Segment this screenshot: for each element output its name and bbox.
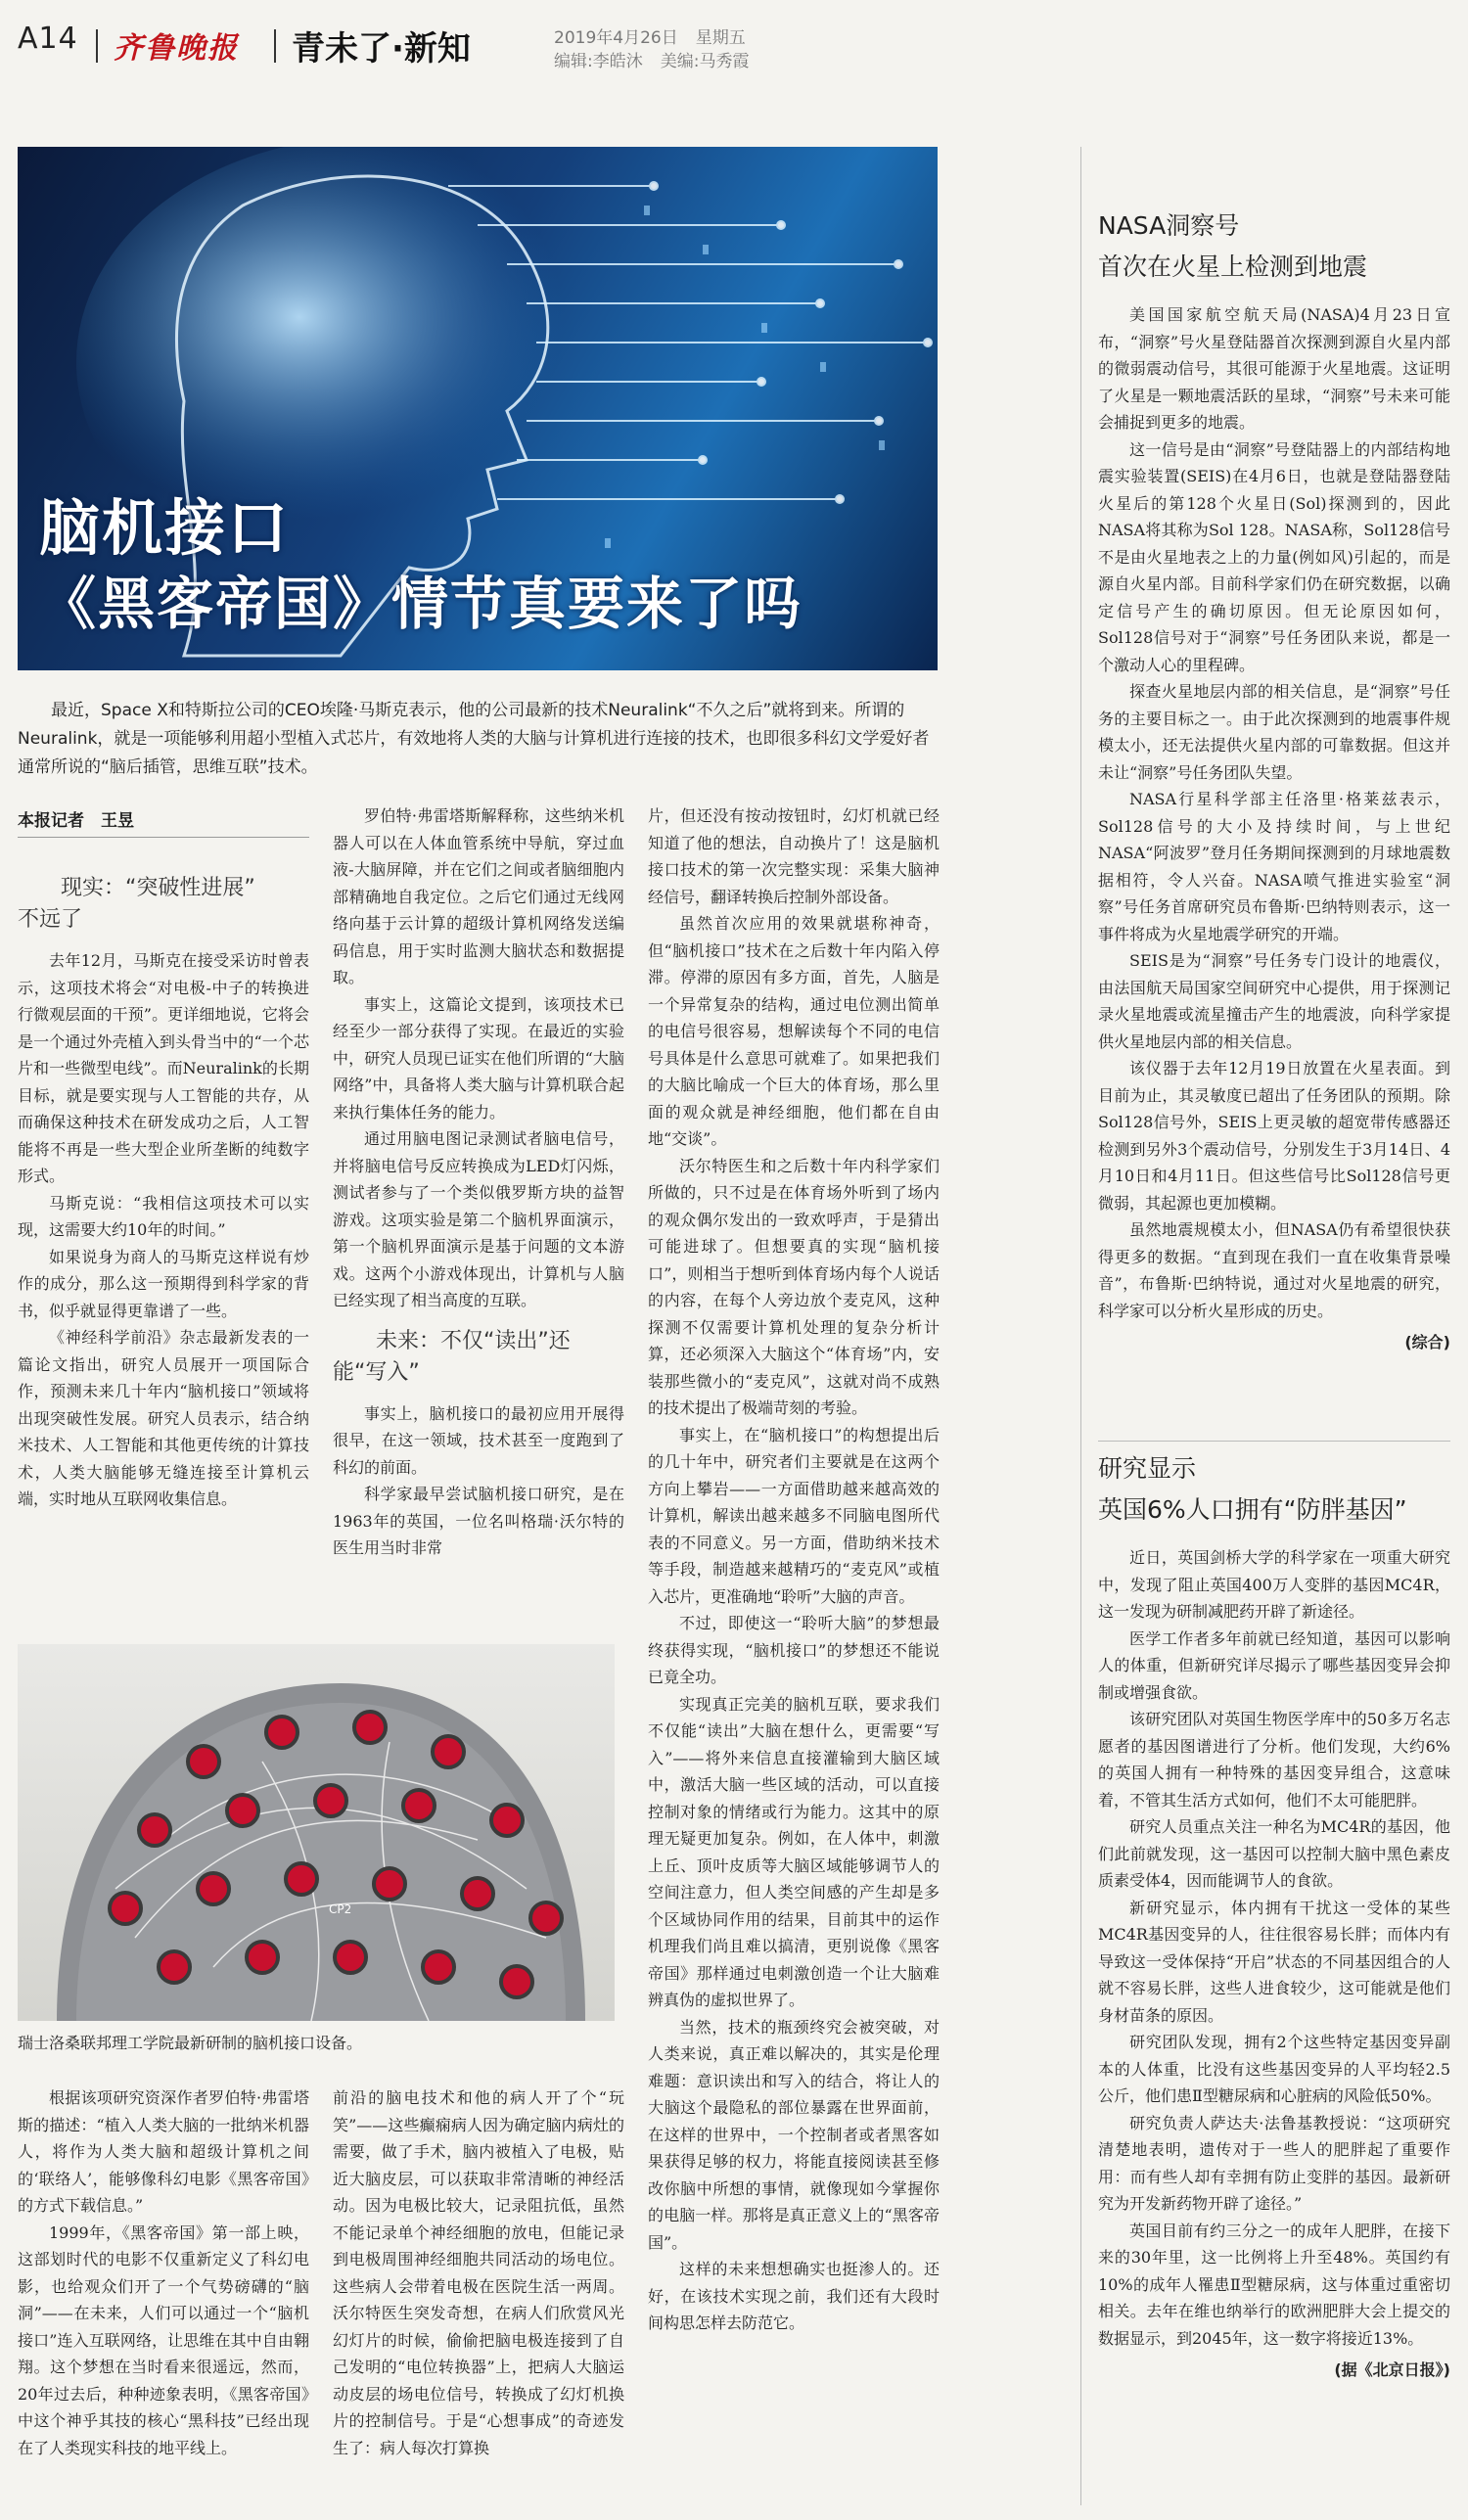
paragraph: SEIS是为“洞察”号任务专门设计的地震仪，由法国航天局国家空间研究中心提供，用于探测记录火星地震或流星撞击产生的地震波，向科学家提供火星地层内部的相关信息。: [1098, 951, 1450, 1051]
editors: [554, 47, 766, 71]
subheading-line: 不远了: [18, 907, 83, 932]
photo-caption: 瑞士洛桑联邦理工学院最新研制的脑机接口设备。: [18, 2034, 363, 2052]
paragraph: 科学家最早尝试脑机接口研究，是在1963年的英国，一位名叫格瑞·沃尔特的医生用当时非常: [333, 1485, 624, 1557]
paragraph: 前沿的脑电技术和他的病人开了个“玩笑”——这些癫痫病人因为确定脑内病灶的需要，做了手术，脑内被植入了电极，贴近大脑皮层，可以获取非常清晰的神经活动。因为电极比较大，记录阻抗低，虽然不能记录单个神经细胞的放电，但能记录到电极周围神经细胞共同活动的场电位。这些病人会带着电极在医院生活一两周。沃尔特医生突发奇想，在病人们欣赏风光幻灯片的时候，偷偷把脑电极连接到了自己发明的“电位转换器”上，把病人大脑运动皮层的场电位信号，转换成了幻灯机换片的控制信号。于是“心想事成”的奇迹发生了：病人每次打算换: [333, 2088, 624, 2457]
divider: [274, 29, 276, 63]
news-obesity-gene: [1098, 1448, 1450, 2505]
paragraph: 如果说身为商人的马斯克这样说有炒作的成分，那么这一预期得到科学家的背书，似乎就显得更靠谱了一些。: [18, 1247, 309, 1320]
paper-logo: 齐鲁晚报: [114, 31, 239, 66]
paragraph: 事实上，这篇论文提到，该项技术已经至少一部分获得了实现。在最近的实验中，研究人员现已证实在他们所谓的“大脑网络”中，具备将人类大脑与计算机联合起来执行集体任务的能力。: [333, 994, 624, 1122]
subheading-line: 能“写入”: [333, 1359, 420, 1385]
article-column-3: [648, 802, 940, 2505]
subheading-line: 未来：不仅“读出”还: [376, 1328, 571, 1353]
paragraph: 马斯克说：“我相信这项技术可以实现，这需要大约10年的时间。”: [18, 1193, 309, 1239]
weekday: 星期五: [695, 28, 746, 48]
eeg-cap-photo: [18, 1644, 615, 2021]
column-rule: [1080, 147, 1081, 2505]
paragraph: 美国国家航空航天局(NASA)4月23日宣布，“洞察”号火星登陆器首次探测到源自火星内部的微弱震动信号，其很可能源于火星地震。这证明了火星是一颗地震活跃的星球，“洞察”号未来可能会捕捉到更多的地震。: [1098, 305, 1450, 432]
paragraph: 片，但还没有按动按钮时，幻灯机就已经知道了他的想法，自动换片了！这是脑机接口技术的第一次完整实现：采集大脑神经信号，翻译转换后控制外部设备。: [648, 806, 940, 906]
paragraph: 事实上，脑机接口的最初应用开展得很早，在这一领域，技术甚至一度跑到了科幻的前面。: [333, 1403, 624, 1477]
paragraph: 不过，即使这一“聆听大脑”的梦想最终获得实现，“脑机接口”的梦想还不能说已竟全功。: [648, 1614, 940, 1686]
paragraph: 这样的未来想想确实也挺渗人的。还好，在该技术实现之前，我们还有大段时间构思怎样去防范它。: [648, 2260, 940, 2332]
headline-line2: 《黑客帝国》情节真要来了吗: [39, 571, 803, 637]
article-column-5: [333, 2085, 624, 2505]
headline-line: 首次在火星上检测到地震: [1098, 252, 1368, 281]
paragraph: 根据该项研究资深作者罗伯特·弗雷塔斯的描述：“植入人类大脑的一批纳米机器人，将作为人类大脑和超级计算机之间的‘联络人’，能够像科幻电影《黑客帝国》的方式下载信息。”: [18, 2088, 309, 2215]
subheading-reality: [18, 873, 309, 936]
paragraph: 虽然首次应用的效果就堪称神奇，但“脑机接口”技术在之后数十年内陷入停滞。停滞的原因有多方面，首先，人脑是一个异常复杂的结构，通过电位测出简单的电信号很容易，想解读每个不同的电信号具体是什么意思可就难了。如果把我们的大脑比喻成一个巨大的体育场，那么里面的观众就是神经细胞，他们都在自由地“交谈”。: [648, 914, 940, 1148]
paragraph: 医学工作者多年前就已经知道，基因可以影响人的体重，但新研究详尽揭示了哪些基因变异会抑制或增强食欲。: [1098, 1628, 1450, 1702]
paragraph: 实现真正完美的脑机互联，要求我们不仅能“读出”大脑在想什么，更需要“写入”——将外来信息直接灌输到大脑区域中，激活大脑一些区域的活动，可以直接控制对象的情绪或行为能力。这其中的原理无疑更加复杂。例如，在人体中，刺激上丘、顶叶皮质等大脑区域能够调节人的空间注意力，但人类空间感的产生却是多个区域协同作用的结果，目前其中的运作机理我们尚且难以搞清，更别说像《黑客帝国》那样通过电刺激创造一个让大脑难辨真伪的虚拟世界了。: [648, 1694, 940, 2009]
paragraph: NASA行星科学部主任洛里·格莱兹表示，Sol128信号的大小及持续时间，与上世纪NASA“阿波罗”登月任务期间探测到的月球地震数据相符，令人兴奋。NASA喷气推进实验室“洞察”号任务首席研究员布鲁斯·巴纳特则表示，这一事件将成为火星地震学研究的开端。: [1098, 790, 1450, 943]
divider: [96, 29, 98, 63]
headline-line1: 脑机接口: [39, 492, 291, 564]
news-headline: [1098, 1448, 1450, 1531]
byline: 本报记者 王昱: [18, 806, 309, 838]
paragraph: 新研究显示，体内拥有干扰这一受体的某些MC4R基因变异的人，往往很容易长胖；而体内有导致这一受体保持“开启”状态的不同基因组合的人就不容易长胖，这些人进食较少，这可能就是他们身材苗条的原因。: [1098, 1898, 1450, 2025]
article-column-2: [333, 802, 624, 1625]
paragraph: 研究团队发现，拥有2个这些特定基因变异副本的人体重，比没有这些基因变异的人平均轻2.5公斤，他们患Ⅱ型糖尿病和心脏病的风险低50%。: [1098, 2033, 1450, 2105]
paragraph: 沃尔特医生和之后数十年内科学家们所做的，只不过是在体育场外听到了场内的观众偶尔发出的一致欢呼声，于是猜出可能进球了。但想要真的实现“脑机接口”，则相当于想听到体育场内每个人说话的内容，在每个人旁边放个麦克风，这种探测不仅需要计算机处理的复杂分析计算，还必须深入大脑这个“体育场”内，安装那些微小的“麦克风”，这就对尚不成熟的技术提出了极端苛刻的考验。: [648, 1156, 940, 1417]
paragraph: 虽然地震规模太小，但NASA仍有希望很快获得更多的数据。“直到现在我们一直在收集背景噪音”，布鲁斯·巴纳特说，通过对火星地震的研究，科学家可以分析火星形成的历史。: [1098, 1220, 1450, 1320]
news-source: (据《北京日报》): [1334, 2360, 1450, 2379]
paragraph: 研究负责人萨达夫·法鲁基教授说：“这项研究清楚地表明，遗传对于一些人的肥胖起了重要作用：而有些人却有幸拥有防止变胖的基因。最新研究为开发新药物开辟了途径。”: [1098, 2113, 1450, 2213]
section-title: 青未了·新知: [292, 29, 471, 69]
section-divider: [1098, 1441, 1450, 1442]
subheading-future: [333, 1326, 624, 1389]
paragraph: 研究人员重点关注一种名为MC4R的基因，他们此前就发现，这一基因可以控制大脑中黑色素皮质素受体4，因而能调节人的食欲。: [1098, 1817, 1450, 1890]
paragraph: 1999年，《黑客帝国》第一部上映，这部划时代的电影不仅重新定义了科幻电影，也给观众们开了一个气势磅礴的“脑洞”——在未来，人们可以通过一个“脑机接口”连入互联网络，让思维在其中自由翱翔。这个梦想在当时看来很遥远，然而，20年过去后，种种迹象表明，《黑客帝国》中这个神乎其技的核心“黑科技”已经出现在了人类现实科技的地平线上。: [18, 2222, 309, 2457]
paragraph: 《神经科学前沿》杂志最新发表的一篇论文指出，研究人员展开一项国际合作，预测未来几十年内“脑机接口”领域将出现突破性发展。研究人员表示，结合纳米技术、人工智能和其他更传统的计算技术，人类大脑能够无缝连接至计算机云端，实时地从互联网收集信息。: [18, 1328, 309, 1508]
page-number: A14: [18, 22, 78, 56]
headline-line: 英国6%人口拥有“防胖基因”: [1098, 1495, 1407, 1524]
paragraph: 这一信号是由“洞察”号登陆器上的内部结构地震实验装置(SEIS)在4月6日，也就是登陆器登陆火星后的第128个火星日(Sol)探测到的，因此NASA将其称为Sol 128。NASA称，Sol128信号不是由火星地表之上的力量(例如风)引起的，而是源自火星内部。目前科学家们仍在研究数据，以确定信号产生的确切原因。但无论原因如何，Sol128信号对于“洞察”号任务团队来说，都是一个激动人心的里程碑。: [1098, 439, 1450, 674]
designer: 美编:马秀霞: [660, 52, 750, 71]
masthead: [18, 22, 1450, 72]
eeg-cap-illustration: [18, 1644, 615, 2021]
paragraph: 通过用脑电图记录测试者脑电信号，并将脑电信号反应转换成为LED灯闪烁，测试者参与了一个类似俄罗斯方块的益智游戏。这项实验是第二个脑机界面演示，第一个脑机界面演示是基于问题的文本游戏。这两个小游戏体现出，计算机与人脑已经实现了相当高度的互联。: [333, 1129, 624, 1309]
paragraph: 该研究团队对英国生物医学库中的50多万名志愿者的基因图谱进行了分析。他们发现，大约6%的英国人拥有一种特殊的基因变异组合，这意味着，不管其生活方式如何，他们不太可能肥胖。: [1098, 1710, 1450, 1810]
paragraph: 去年12月，马斯克在接受采访时曾表示，这项技术将会“对电极-中子的转换进行微观层面的干预”。更详细地说，它将会是一个通过外壳植入到头骨当中的“一个芯片和一些微型电线”。而Neuralink的长期目标，就是要实现与人工智能的共存，从而确保这种技术在研发成功之后，人工智能将不再是一些大型企业所垄断的纯数字形式。: [18, 951, 309, 1185]
electrode-label: CP2: [329, 1902, 352, 1916]
lead-paragraph: 最近，Space X和特斯拉公司的CEO埃隆·马斯克表示，他的公司最新的技术Neuralink“不久之后”就将到来。所谓的Neuralink，就是一项能够利用超小型植入式芯片，有效地将人类的大脑与计算机进行连接的技术，也即很多科幻文学爱好者通常所说的“脑后插管，思维互联”技术。: [18, 701, 930, 777]
paragraph: 近日，英国剑桥大学的科学家在一项重大研究中，发现了阻止英国400万人变胖的基因MC4R，这一发现为研制减肥药开辟了新途径。: [1098, 1548, 1450, 1621]
headline-line: 研究显示: [1098, 1454, 1197, 1483]
paragraph: 该仪器于去年12月19日放置在火星表面。到目前为止，其灵敏度已超出了任务团队的预期。除Sol128信号外，SEIS上更灵敏的超宽带传感器还检测到另外3个震动信号，分别发生于3月14日、4月10日和4月11日。但这些信号比Sol128信号更微弱，其起源也更加模糊。: [1098, 1059, 1450, 1213]
news-source: (综合): [1404, 1333, 1450, 1352]
news-headline: [1098, 206, 1450, 288]
subheading-line: 现实：“突破性进展”: [61, 876, 255, 900]
hero-image: [18, 147, 938, 670]
headline-line: NASA洞察号: [1098, 211, 1240, 240]
editor: 编辑:李皓沐: [554, 52, 643, 71]
article-column-4: [18, 2085, 309, 2505]
date: 2019年4月26日: [554, 28, 678, 48]
paragraph: 当然，技术的瓶颈终究会被突破，对人类来说，真正难以解决的，其实是伦理难题：意识读出和写入的结合，将让人的大脑这个最隐私的部位暴露在世界面前，在这样的世界中，一个控制者或者黑客如果获得足够的权力，将能直接阅读甚至修改你脑中所想的事情，就像现如今掌握你的电脑一样。那将是真正意义上的“黑客帝国”。: [648, 2017, 940, 2252]
article-column-1: [18, 861, 309, 1615]
paragraph: 事实上，在“脑机接口”的构想提出后的几十年中，研究者们主要就是在这两个方向上攀岩——一方面借助越来越高效的计算机，解读出越来越多不同脑电图所代表的不同意义。另一方面，借助纳米技术等手段，制造越来越精巧的“麦克风”或植入芯片，更准确地“聆听”大脑的声音。: [648, 1425, 940, 1606]
paragraph: 英国目前有约三分之一的成年人肥胖，在接下来的30年里，这一比例将上升至48%。英国约有10%的成年人罹患Ⅱ型糖尿病，这与体重过重密切相关。去年在维也纳举行的欧洲肥胖大会上提交的数据显示，到2045年，这一数字将接近13%。: [1098, 2221, 1450, 2348]
news-nasa-insight: [1098, 206, 1450, 1443]
paragraph: 罗伯特·弗雷塔斯解释称，这些纳米机器人可以在人体血管系统中导航，穿过血液-大脑屏障，并在它们之间或者脑细胞内部精确地自我定位。之后它们通过无线网络向基于云计算的超级计算机网络发送编码信息，用于实时监测大脑状态和数据提取。: [333, 806, 624, 986]
paragraph: 探查火星地层内部的相关信息，是“洞察”号任务的主要目标之一。由于此次探测到的地震事件规模太小，还无法提供火星内部的可靠数据。但这并未让“洞察”号任务团队失望。: [1098, 682, 1450, 782]
issue-date: [554, 23, 763, 48]
